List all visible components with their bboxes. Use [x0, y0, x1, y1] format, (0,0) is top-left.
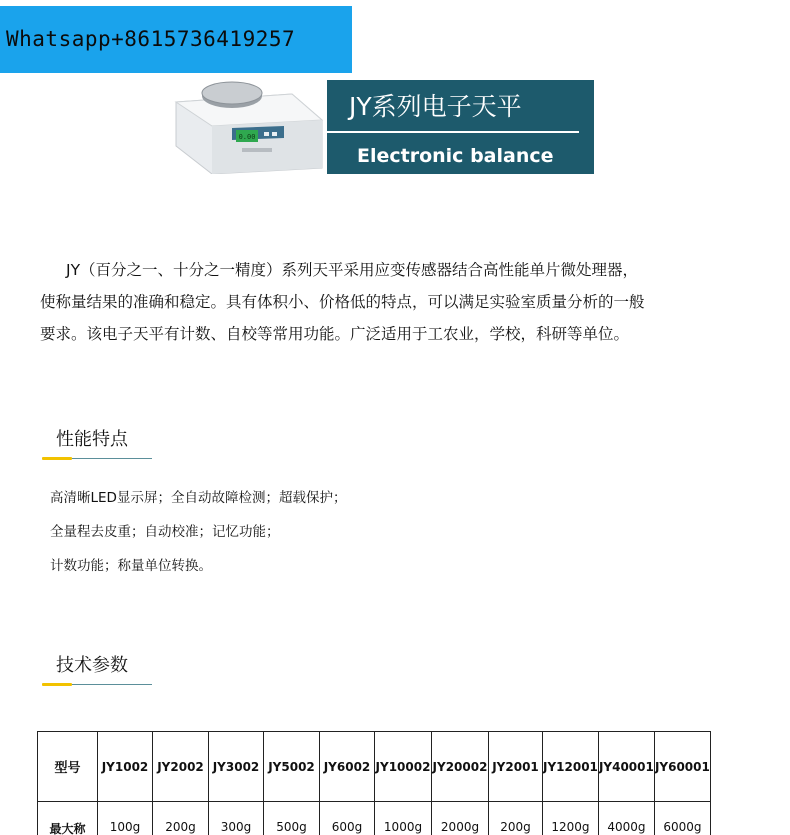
- hero-divider: [327, 131, 579, 133]
- model-header-cell: 型号: [38, 732, 98, 802]
- capacity-cell: 6000g: [654, 802, 710, 835]
- table-row: [38, 802, 711, 835]
- capacity-cell: 200g: [153, 802, 209, 835]
- model-cell: JY60001: [654, 732, 710, 802]
- lcd-reading: 0.00: [238, 133, 256, 141]
- features-heading-label: 性能特点: [56, 429, 128, 450]
- model-cell: JY10002: [375, 732, 432, 802]
- capacity-cell: 1200g: [543, 802, 599, 835]
- capacity-cell: 2000g: [432, 802, 489, 835]
- whatsapp-contact-banner: Whatsapp+8615736419257: [0, 6, 352, 73]
- specs-heading-label: 技术参数: [56, 655, 128, 676]
- capacity-header-cell: 最大称: [38, 802, 98, 835]
- capacity-cell: 4000g: [598, 802, 654, 835]
- model-cell: JY40001: [598, 732, 654, 802]
- intro-line: 使称量结果的准确和稳定。具有体积小、价格低的特点，可以满足实验室质量分析的一般: [40, 293, 645, 311]
- specs-heading: [42, 650, 154, 690]
- feature-item: 高清晰LED显示屏；全自动故障检测；超载保护；: [50, 490, 347, 506]
- model-cell: JY20002: [432, 732, 489, 802]
- capacity-cell: 200g: [489, 802, 543, 835]
- feature-list: [50, 486, 450, 588]
- technical-spec-table: [37, 731, 711, 835]
- intro-line: 要求。该电子天平有计数、自校等常用功能。广泛适用于工农业，学校，科研等单位。: [40, 325, 630, 343]
- hero-title-english: Electronic balance: [357, 145, 554, 167]
- electronic-balance-photo: [172, 80, 332, 174]
- model-cell: JY12001: [543, 732, 599, 802]
- model-cell: JY6002: [320, 732, 375, 802]
- feature-item: 全量程去皮重；自动校准；记忆功能；: [50, 524, 280, 540]
- hero-title-chinese: JY系列电子天平: [349, 92, 522, 121]
- model-cell: JY1002: [98, 732, 153, 802]
- capacity-cell: 1000g: [375, 802, 432, 835]
- model-cell: JY2001: [489, 732, 543, 802]
- features-heading: [42, 424, 154, 464]
- model-cell: JY2002: [153, 732, 209, 802]
- hero-title-panel: [327, 80, 594, 174]
- capacity-cell: 500g: [264, 802, 320, 835]
- capacity-cell: 600g: [320, 802, 375, 835]
- product-introduction: [40, 254, 720, 350]
- product-hero-banner: [172, 80, 594, 174]
- feature-item: 计数功能；称量单位转换。: [50, 558, 212, 574]
- heading-accent-bar: [42, 457, 72, 460]
- intro-line: JY（百分之一、十分之一精度）系列天平采用应变传感器结合高性能单片微处理器，: [66, 261, 639, 279]
- model-cell: JY5002: [264, 732, 320, 802]
- capacity-cell: 100g: [98, 802, 153, 835]
- table-header-row: [38, 732, 711, 802]
- model-cell: JY3002: [209, 732, 264, 802]
- capacity-cell: 300g: [209, 802, 264, 835]
- heading-accent-bar: [42, 683, 72, 686]
